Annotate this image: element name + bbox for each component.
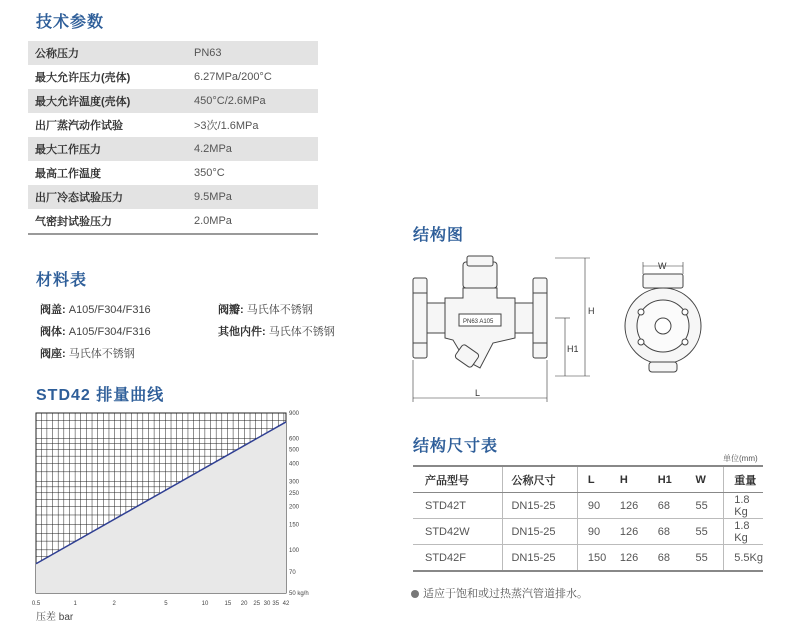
material-item: 阀盖: A105/F304/F316 (40, 304, 151, 316)
side-view-top (643, 274, 683, 288)
dims-table (413, 465, 763, 572)
table-cell: 5.5Kg (724, 545, 763, 572)
y-tick-label: 250 (289, 490, 300, 497)
table-cell: 150 (577, 545, 609, 572)
x-tick-label: 0.5 (31, 601, 41, 607)
y-tick-label: 50 kg/h (289, 591, 309, 597)
x-tick-label: 1 (73, 601, 77, 607)
material-item: 阀瓣: 马氏体不锈钢 (218, 304, 313, 316)
x-tick-label: 2 (112, 601, 116, 607)
spec-row (28, 41, 318, 65)
x-tick-label: 30 (263, 601, 271, 607)
spec-value: 350°C (194, 167, 225, 179)
table-cell: DN15-25 (503, 519, 577, 545)
table-cell: 126 (610, 519, 648, 545)
structure-drawing (405, 248, 705, 408)
left-flange (413, 278, 427, 358)
header-w: W (685, 466, 723, 493)
spec-title: 技术参数 (36, 14, 105, 31)
x-tick-label: 5 (164, 601, 168, 607)
table-cell: 90 (577, 519, 609, 545)
table-row (413, 493, 763, 519)
unit-label: 单位(mm) (723, 454, 758, 463)
y-tick-label: 600 (289, 436, 300, 443)
material-item: 阀体: A105/F304/F316 (40, 326, 151, 338)
spec-table (28, 41, 318, 233)
table-cell: STD42F (413, 545, 503, 572)
chart-title: STD42 排量曲线 (36, 387, 165, 404)
x-tick-label: 35 (272, 601, 280, 607)
x-tick-label: 20 (240, 601, 248, 607)
header-model: 产品型号 (413, 466, 503, 493)
spec-value: 2.0MPa (194, 215, 232, 227)
y-tick-label: 200 (289, 504, 300, 511)
table-cell: STD42W (413, 519, 503, 545)
x-axis-label: 压差 bar (36, 612, 74, 623)
drawing-title: 结构图 (413, 227, 465, 244)
material-item: 其他内件: 马氏体不锈钢 (218, 326, 335, 338)
spec-value: 4.2MPa (194, 143, 232, 155)
table-cell: 68 (648, 519, 686, 545)
spec-key: 最大允许温度(壳体) (35, 96, 131, 108)
spec-row (28, 137, 318, 161)
dims-header-row (413, 466, 763, 493)
table-cell: 68 (648, 493, 686, 519)
table-cell: 90 (577, 493, 609, 519)
spec-value: 9.5MPa (194, 191, 232, 203)
spec-value: 6.27MPa/200°C (194, 71, 272, 83)
table-cell: 68 (648, 545, 686, 572)
y-tick-label: 900 (289, 411, 300, 417)
right-flange (533, 278, 547, 358)
spec-row (28, 89, 318, 113)
x-tick-label: 15 (224, 601, 232, 607)
spec-row (28, 113, 318, 137)
note: 适应于饱和或过热蒸汽管道排水。 (411, 585, 588, 601)
table-cell: DN15-25 (503, 545, 577, 572)
spec-key: 出厂蒸汽动作试验 (35, 120, 123, 132)
x-tick-label: 10 (201, 601, 209, 607)
curve-area (36, 422, 286, 593)
table-cell: 55 (685, 545, 723, 572)
table-cell: 55 (685, 493, 723, 519)
header-size: 公称尺寸 (503, 466, 577, 493)
materials-title: 材料表 (36, 272, 88, 289)
bullet-dot-icon (411, 590, 419, 598)
y-tick-label: 70 (289, 570, 296, 577)
spec-key: 公称压力 (35, 48, 79, 60)
spec-key: 出厂冷态试验压力 (35, 192, 123, 204)
body-marking: PN63 A105 (463, 319, 494, 325)
spec-value: >3次/1.6MPa (194, 120, 259, 132)
spec-value: PN63 (194, 47, 222, 59)
header-h1: H1 (648, 466, 686, 493)
table-cell: STD42T (413, 493, 503, 519)
spec-row (28, 161, 318, 185)
table-row (413, 519, 763, 545)
spec-row (28, 185, 318, 209)
table-cell: 55 (685, 519, 723, 545)
header-l: L (577, 466, 609, 493)
spec-key: 最高工作温度 (35, 168, 101, 180)
header-h: H (610, 466, 648, 493)
dim-h1-label: H1 (567, 344, 579, 354)
y-tick-label: 300 (289, 479, 300, 486)
table-cell: 1.8 Kg (724, 519, 763, 545)
spec-row (28, 65, 318, 89)
table-row (413, 545, 763, 572)
y-tick-label: 100 (289, 547, 300, 554)
spec-value: 450°C/2.6MPa (194, 95, 266, 107)
x-tick-label: 42 (282, 601, 290, 607)
y-tick-label: 400 (289, 461, 300, 468)
table-cell: DN15-25 (503, 493, 577, 519)
dim-h-label: H (588, 306, 595, 316)
spec-table-bottom-rule (28, 233, 318, 235)
flow-chart (30, 405, 330, 617)
table-cell: 126 (610, 545, 648, 572)
dim-w-label: W (658, 261, 667, 271)
table-cell: 126 (610, 493, 648, 519)
dims-title: 结构尺寸表 (413, 438, 499, 455)
spec-key: 最大允许压力(壳体) (35, 72, 131, 84)
spec-row (28, 209, 318, 233)
spec-key: 气密封试验压力 (35, 216, 112, 228)
y-tick-label: 500 (289, 447, 300, 454)
x-tick-label: 25 (253, 601, 261, 607)
spec-key: 最大工作压力 (35, 144, 101, 156)
dim-l-label: L (475, 388, 481, 398)
header-weight: 重量 (724, 466, 763, 493)
table-cell: 1.8 Kg (724, 493, 763, 519)
y-tick-label: 150 (289, 522, 300, 529)
material-item: 阀座: 马氏体不锈钢 (40, 348, 135, 360)
